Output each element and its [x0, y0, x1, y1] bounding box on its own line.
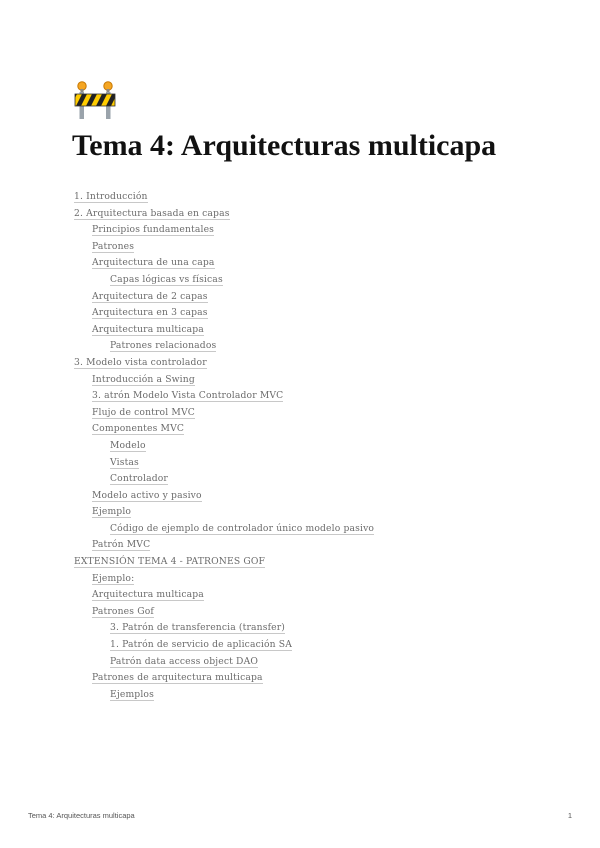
toc-item: [74, 255, 534, 272]
toc-link[interactable]: Patrones relacionados: [110, 340, 217, 352]
toc-item: [74, 571, 534, 588]
toc-item: [74, 471, 534, 488]
toc-item: [74, 620, 534, 637]
toc-item: [74, 654, 534, 671]
toc-item: [74, 355, 534, 372]
toc-link[interactable]: Arquitectura de 2 capas: [92, 290, 208, 302]
toc-link[interactable]: Patrones de arquitectura multicapa: [92, 672, 263, 684]
toc-link[interactable]: 3. Patrón de transferencia (transfer): [110, 622, 286, 634]
toc-item: [74, 338, 534, 355]
toc-link[interactable]: Arquitectura multicapa: [92, 589, 204, 601]
toc-link[interactable]: 3. atrón Modelo Vista Controlador MVC: [92, 390, 284, 402]
toc-link[interactable]: Modelo activo y pasivo: [92, 489, 202, 501]
toc-item: [74, 537, 534, 554]
toc-item: [74, 521, 534, 538]
toc-link[interactable]: 1. Introducción: [74, 191, 148, 202]
toc-item: [74, 239, 534, 256]
toc-item: [74, 405, 534, 422]
toc-link[interactable]: Introducción a Swing: [92, 373, 195, 385]
toc-link[interactable]: Ejemplo: [92, 506, 132, 518]
toc-link[interactable]: Capas lógicas vs físicas: [110, 273, 223, 285]
toc-link[interactable]: Ejemplos: [110, 688, 154, 700]
toc-link[interactable]: Controlador: [110, 473, 168, 485]
toc-link[interactable]: Modelo: [110, 439, 146, 451]
toc-item: [74, 637, 534, 654]
toc-item: [74, 272, 534, 289]
toc-link[interactable]: 3. Modelo vista controlador: [74, 356, 207, 368]
toc-item: [74, 289, 534, 306]
toc-link[interactable]: EXTENSIÓN TEMA 4 - PATRONES GOF: [74, 556, 266, 568]
toc-item: [74, 438, 534, 455]
toc-link[interactable]: Patrón data access object DAO: [110, 655, 259, 667]
toc-link[interactable]: 1. Patrón de servicio de aplicación SA: [110, 639, 293, 651]
toc-item: [74, 504, 534, 521]
construction-barrier-icon: [74, 80, 116, 120]
toc-link[interactable]: Patrones: [92, 240, 135, 252]
toc-item: [74, 670, 534, 687]
toc-item: [74, 189, 534, 206]
toc-item: [74, 222, 534, 239]
toc-link[interactable]: Vistas: [110, 456, 139, 468]
toc-item: [74, 687, 534, 704]
toc-link[interactable]: Patrones Gof: [92, 605, 154, 617]
toc-item: [74, 322, 534, 339]
toc-item: [74, 455, 534, 472]
toc-item: [74, 372, 534, 389]
toc-item: [74, 305, 534, 322]
footer-title: Tema 4: Arquitecturas multicapa: [28, 811, 135, 820]
toc-link[interactable]: Arquitectura de una capa: [92, 257, 215, 269]
footer-page-number: 1: [567, 811, 572, 820]
toc-link[interactable]: Flujo de control MVC: [92, 406, 195, 418]
toc-item: [74, 488, 534, 505]
toc-link[interactable]: Ejemplo:: [92, 572, 135, 584]
page-title: Tema 4: Arquitecturas multicapa: [72, 129, 497, 162]
toc-link[interactable]: Código de ejemplo de controlador único modelo pasivo: [110, 522, 375, 534]
toc-item: [74, 604, 534, 621]
toc-link[interactable]: Componentes MVC: [92, 423, 185, 435]
toc-item: [74, 587, 534, 604]
toc-link[interactable]: Arquitectura multicapa: [92, 323, 204, 335]
toc-item: [74, 554, 534, 571]
toc-link[interactable]: 2. Arquitectura basada en capas: [74, 207, 230, 219]
table-of-contents: [74, 189, 534, 703]
toc-link[interactable]: Patrón MVC: [92, 539, 151, 551]
toc-item: [74, 421, 534, 438]
toc-link[interactable]: Principios fundamentales: [92, 224, 215, 236]
toc-item: [74, 388, 534, 405]
toc-item: [74, 206, 534, 223]
toc-link[interactable]: Arquitectura en 3 capas: [92, 307, 208, 319]
